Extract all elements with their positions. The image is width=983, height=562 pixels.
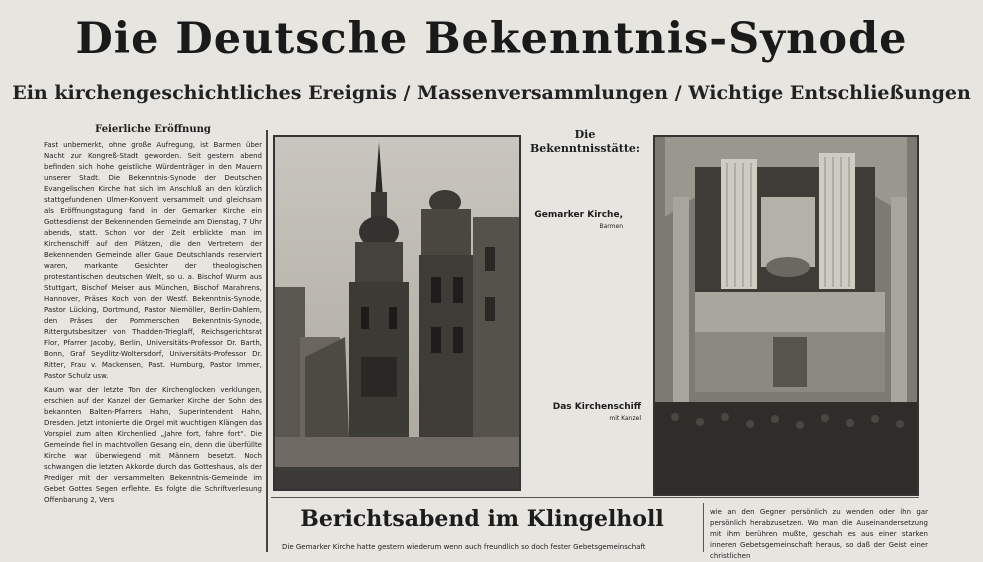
nave-caption-sub: mit Kanzel xyxy=(609,415,641,422)
subheadline: Ein kirchengeschichtliches Ereignis / Massenversammlungen / Wichtige Entschließungen xyxy=(12,82,971,104)
column-rule xyxy=(703,503,704,552)
church-caption-text: Gemarker Kirche, xyxy=(534,210,623,220)
caption-heading xyxy=(523,128,647,156)
article-right-column xyxy=(710,507,928,560)
church-exterior-illustration xyxy=(275,137,519,489)
column-rule xyxy=(266,130,268,552)
church-caption-sub: Barmen xyxy=(599,223,623,230)
nave-caption xyxy=(521,402,641,424)
column-heading: Feierliche Eröffnung xyxy=(95,124,211,135)
church-interior-photo xyxy=(653,135,919,496)
caption-title-line: Bekenntnisstätte: xyxy=(530,142,640,155)
article-paragraph: Fast unbemerkt, ohne große Aufregung, ist Barmen über Nacht zur Kongreß-Stadt geworden. Seit gestern abend befinden sich hohe geistliche Würdenträger in den Mauern unserer Stadt. Die Bekenntnis-Synode der Deutschen Evangelischen Kirche hat sich im Anschluß an den kürzlich stattgefundenen Ulmer-Konvent versammelt und gleichsam als Eröffnungstagung fand in der Gemarker Kirche ein Gottesdienst der Bekennenden Gemeinde am Dienstag, 7 Uhr abends, statt. Schon vor der Zeit erblickte man im Kirchenschiff auf den Plätzen, die den Vertretern der Bekennenden Gemeinde aller Gaue Deutschlands reserviert waren, markante Gesichter der theologischen protestantischen deutschen Welt, so u. a. Bischof Wurm aus Stuttgart, Bischof Meiser aus München, Bischof Marahrens, Hannover, Präses Koch von der Westf. Bekenntnis-Synode, Pastor Lücking, Dortmund, Pastor Niemöller, Berlin-Dahlem, den Präses der Pommerschen Bekenntnis-Synode, Rittergutsbesitzer von Thadden-Trieglaff, Reichsgerichtsrat Flor, Pfarrer Jacoby, Berlin, Universitäts-Professor Dr. Barth, Bonn, Graf Seydlitz-Woltersdorf, Universitäts-Professor Dr. Ritter, Frau v. Mackensen, Past. Humburg, Pastor Immer, Pastor Schulz usw. xyxy=(44,141,262,380)
article-paragraph: Kaum war der letzte Ton der Kirchenglocken verklungen, erschien auf der Kanzel der Gemarker Kirche der Sohn des bekannten Balten-Pfarrers Hahn, Superintendent Hahn, Dresden. Jetzt intonierte die Orgel mit wuchtigen Klängen das Vorspiel zum alten Kirchenlied „Jahre fort, fahre fort“. Die Gemeinde fiel in machtvollen Gesang ein, denn die überfüllte Kirche war überwiegend mit Männern besetzt. Noch schwangen die letzten Akkorde durch das Gotteshaus, als der Prediger mit der versammelten Bekenntnis-Gemeinde im Gebet Gottes Segen erflehte. Es folgte die Schriftverlesung Offenbarung 2, Vers xyxy=(44,386,262,504)
section-title: Berichtsabend im Klingelholl xyxy=(300,506,664,532)
headline: Die Deutsche Bekenntnis-Synode xyxy=(75,14,908,64)
church-caption xyxy=(503,210,623,232)
article-paragraph: wie an den Gegner persönlich zu wenden oder ihn gar persönlich herabzusetzen. Wo man die Auseinandersetzung mit ihm berühren mußte, geschah es aus einer starken inneren Gebetsgemeinschaft heraus, so daß der Geist einer christlichen xyxy=(710,508,928,560)
church-exterior-photo xyxy=(273,135,521,491)
article-left-column xyxy=(44,124,262,552)
nave-caption-text: Das Kirchenschiff xyxy=(552,402,641,412)
section-rule xyxy=(271,497,919,498)
article-bottom-text: Die Gemarker Kirche hatte gestern wiederum wenn auch freundlich so doch fester Gebetsgemeinschaft xyxy=(282,543,646,551)
church-interior-illustration xyxy=(655,137,917,494)
caption-title-line: Die xyxy=(574,128,596,141)
